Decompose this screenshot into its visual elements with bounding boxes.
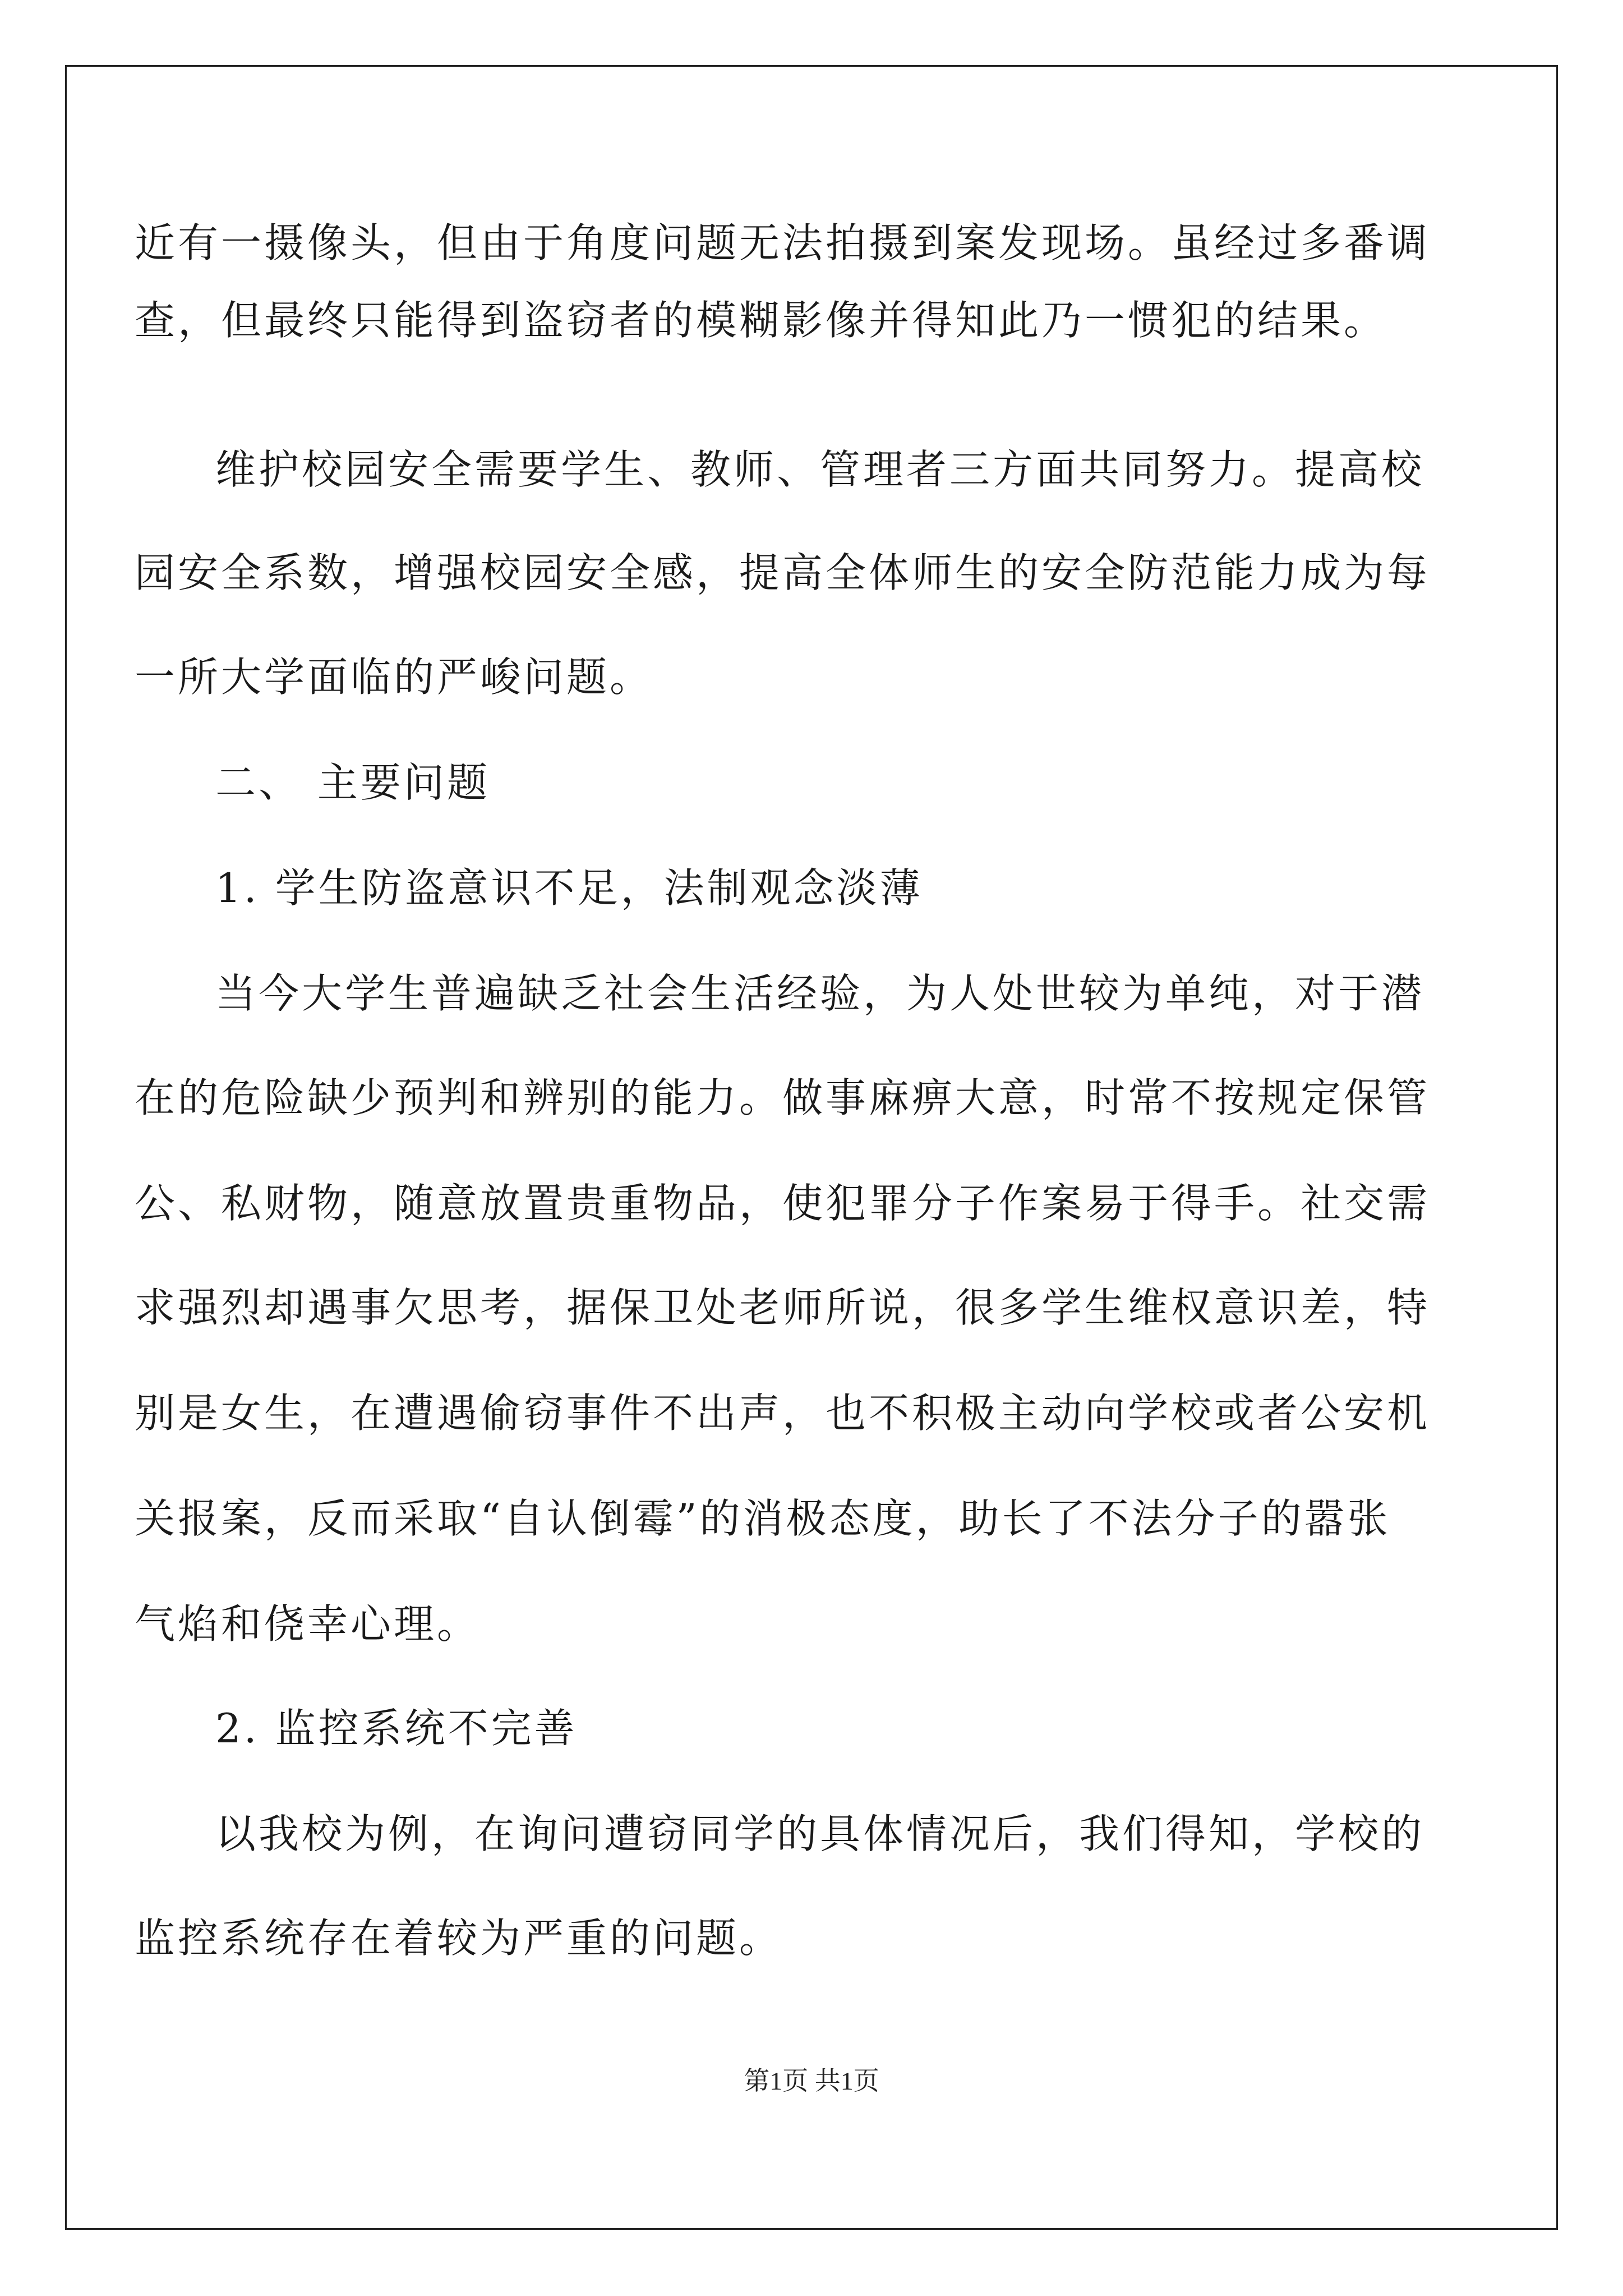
text-line: 公、私财物，随意放置贵重物品，使犯罪分子作案易于得手。社交需	[135, 1180, 1431, 1227]
text-line: 近有一摄像头，但由于角度问题无法拍摄到案发现场。虽经过多番调	[135, 219, 1431, 266]
text-line: 园安全系数，增强校园安全感，提高全体师生的安全防范能力成为每	[135, 549, 1431, 596]
text-line: 关报案，反而采取“自认倒霉”的消极态度，助长了不法分子的嚣张	[135, 1495, 1391, 1542]
page-number-footer: 第1页 共1页	[744, 2067, 879, 2095]
text-line: 维护校园安全需要学生、教师、管理者三方面共同努力。提高校	[215, 446, 1425, 493]
text-line: 当今大学生普遍缺乏社会生活经验，为人处世较为单纯，对于潜	[215, 970, 1425, 1017]
text-line: 求强烈却遇事欠思考，据保卫处老师所说，很多学生维权意识差，特	[135, 1284, 1431, 1331]
subsection-heading: 2. 监控系统不完善	[215, 1705, 578, 1752]
text-line: 监控系统存在着较为严重的问题。	[135, 1915, 783, 1962]
text-line: 气焰和侥幸心理。	[135, 1600, 481, 1648]
section-heading: 二、 主要问题	[215, 759, 490, 806]
text-line: 以我校为例，在询问遭窃同学的具体情况后，我们得知，学校的	[215, 1810, 1425, 1857]
text-line: 在的危险缺少预判和辨别的能力。做事麻痹大意，时常不按规定保管	[135, 1074, 1431, 1121]
text-line: 查，但最终只能得到盗窃者的模糊影像并得知此乃一惯犯的结果。	[135, 297, 1387, 344]
text-line: 一所大学面临的严峻问题。	[135, 654, 653, 701]
text-line: 别是女生，在遭遇偷窃事件不出声，也不积极主动向学校或者公安机	[135, 1389, 1431, 1437]
subsection-heading: 1. 学生防盗意识不足，法制观念淡薄	[215, 864, 923, 912]
page-border	[65, 65, 1558, 2230]
